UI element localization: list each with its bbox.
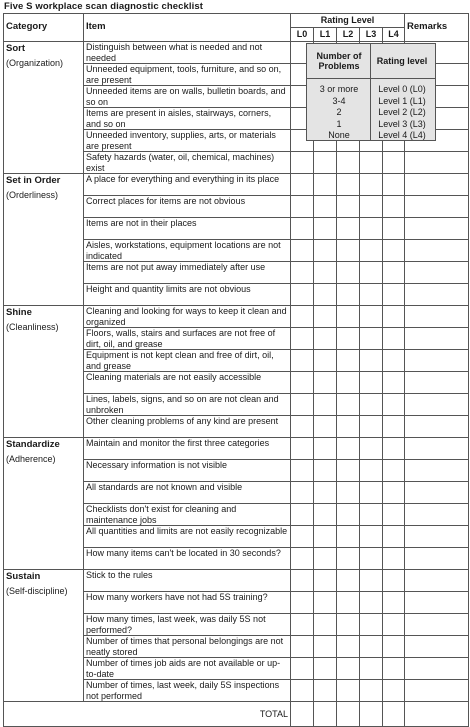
category-cell: [4, 42, 84, 174]
rating-level-header: Rating Level: [291, 14, 405, 28]
rating-cell-l3[interactable]: [360, 658, 383, 680]
rating-cell-l1[interactable]: [314, 658, 337, 680]
rating-cell-l4[interactable]: [383, 460, 405, 482]
rating-cell-l2[interactable]: [337, 350, 360, 372]
rating-cell-l2[interactable]: [337, 152, 360, 174]
rating-cell-l1[interactable]: [314, 614, 337, 636]
total-cell-l2[interactable]: [337, 702, 360, 727]
level-header-l0: L0: [291, 28, 314, 42]
rating-cell-l2[interactable]: [337, 614, 360, 636]
legend-problems-value: 2: [336, 107, 342, 117]
rating-cell-l4[interactable]: [383, 372, 405, 394]
rating-cell-l4[interactable]: [383, 284, 405, 306]
rating-cell-l0[interactable]: [291, 438, 314, 460]
rating-cell-l3[interactable]: [360, 636, 383, 658]
rating-cell-l2[interactable]: [337, 306, 360, 328]
rating-cell-l1[interactable]: [314, 482, 337, 504]
category-cell: [4, 438, 84, 570]
rating-cell-l0[interactable]: [291, 526, 314, 548]
legend-problems-value: 1: [336, 118, 342, 129]
rating-cell-l0[interactable]: [291, 416, 314, 438]
rating-cell-l1[interactable]: [314, 240, 337, 262]
remarks-cell[interactable]: [405, 526, 469, 548]
item-text: Number of times, last week, daily 5S inspections not performed: [84, 680, 291, 702]
rating-cell-l1[interactable]: [314, 306, 337, 328]
legend-problems-column: [309, 84, 369, 142]
remarks-cell[interactable]: [405, 394, 469, 416]
item-text: All quantities and limits are not easily recognizable: [84, 526, 291, 548]
rating-cell-l3[interactable]: [360, 614, 383, 636]
item-header: Item: [84, 14, 291, 42]
rating-cell-l4[interactable]: [383, 394, 405, 416]
rating-cell-l3[interactable]: [360, 592, 383, 614]
item-text: Equipment is not kept clean and free of dirt, oil, and grease: [84, 350, 291, 372]
item-text: Correct places for items are not obvious: [84, 196, 291, 218]
rating-cell-l1[interactable]: [314, 196, 337, 218]
total-cell-l3[interactable]: [360, 702, 383, 727]
rating-cell-l0[interactable]: [291, 460, 314, 482]
rating-cell-l3[interactable]: [360, 284, 383, 306]
remarks-cell[interactable]: [405, 328, 469, 350]
rating-cell-l1[interactable]: [314, 328, 337, 350]
rating-cell-l3[interactable]: [360, 570, 383, 592]
remarks-header: Remarks: [405, 14, 469, 42]
rating-cell-l4[interactable]: [383, 526, 405, 548]
rating-cell-l2[interactable]: [337, 196, 360, 218]
rating-cell-l2[interactable]: [337, 526, 360, 548]
rating-cell-l3[interactable]: [360, 438, 383, 460]
item-text: Safety hazards (water, oil, chemical, machines) exist: [84, 152, 291, 174]
rating-cell-l0[interactable]: [291, 482, 314, 504]
legend-level-value: Level 0 (L0): [378, 84, 426, 94]
rating-cell-l2[interactable]: [337, 240, 360, 262]
rating-cell-l3[interactable]: [360, 416, 383, 438]
remarks-cell[interactable]: [405, 482, 469, 504]
rating-cell-l1[interactable]: [314, 372, 337, 394]
rating-cell-l0[interactable]: [291, 196, 314, 218]
table-row: [4, 438, 469, 460]
level-header-l2: L2: [337, 28, 360, 42]
total-cell-l4[interactable]: [383, 702, 405, 727]
rating-cell-l4[interactable]: [383, 174, 405, 196]
total-cell-l1[interactable]: [314, 702, 337, 727]
table-row: [4, 174, 469, 196]
item-text: All standards are not known and visible: [84, 482, 291, 504]
remarks-cell[interactable]: [405, 350, 469, 372]
item-text: Stick to the rules: [84, 570, 291, 592]
rating-cell-l2[interactable]: [337, 416, 360, 438]
rating-cell-l0[interactable]: [291, 372, 314, 394]
rating-cell-l3[interactable]: [360, 262, 383, 284]
rating-cell-l2[interactable]: [337, 218, 360, 240]
item-text: Unneeded inventory, supplies, arts, or materials are present: [84, 130, 291, 152]
rating-cell-l4[interactable]: [383, 592, 405, 614]
rating-cell-l1[interactable]: [314, 570, 337, 592]
rating-cell-l0[interactable]: [291, 218, 314, 240]
legend-problems-value: None: [328, 130, 350, 140]
total-remarks-cell[interactable]: [405, 702, 469, 727]
item-text: Items are not put away immediately after use: [84, 262, 291, 284]
rating-cell-l1[interactable]: [314, 636, 337, 658]
remarks-cell[interactable]: [405, 372, 469, 394]
rating-cell-l2[interactable]: [337, 504, 360, 526]
rating-cell-l1[interactable]: [314, 350, 337, 372]
rating-cell-l3[interactable]: [360, 196, 383, 218]
rating-cell-l2[interactable]: [337, 438, 360, 460]
rating-cell-l1[interactable]: [314, 416, 337, 438]
legend-level-value: Level 2 (L2): [378, 107, 426, 117]
item-text: Other cleaning problems of any kind are present: [84, 416, 291, 438]
rating-cell-l4[interactable]: [383, 548, 405, 570]
rating-cell-l4[interactable]: [383, 262, 405, 284]
rating-cell-l4[interactable]: [383, 504, 405, 526]
item-text: Floors, walls, stairs and surfaces are not free of dirt, oil, and grease: [84, 328, 291, 350]
item-text: Lines, labels, signs, and so on are not clean and unbroken: [84, 394, 291, 416]
rating-cell-l0[interactable]: [291, 152, 314, 174]
legend-level-value: Level 4 (L4): [378, 130, 426, 140]
rating-cell-l1[interactable]: [314, 438, 337, 460]
rating-cell-l4[interactable]: [383, 570, 405, 592]
remarks-cell[interactable]: [405, 306, 469, 328]
rating-cell-l4[interactable]: [383, 240, 405, 262]
rating-cell-l1[interactable]: [314, 504, 337, 526]
rating-cell-l3[interactable]: [360, 350, 383, 372]
legend-problems-value: 3-4: [332, 95, 346, 106]
rating-cell-l0[interactable]: [291, 262, 314, 284]
rating-cell-l1[interactable]: [314, 526, 337, 548]
item-text: Cleaning materials are not easily accessible: [84, 372, 291, 394]
rating-cell-l2[interactable]: [337, 636, 360, 658]
rating-cell-l0[interactable]: [291, 394, 314, 416]
item-text: How many items can't be located in 30 seconds?: [84, 548, 291, 570]
rating-cell-l0[interactable]: [291, 614, 314, 636]
rating-cell-l1[interactable]: [314, 394, 337, 416]
item-text: Necessary information is not visible: [84, 460, 291, 482]
item-text: How many workers have not had 5S training?: [84, 592, 291, 614]
rating-cell-l2[interactable]: [337, 372, 360, 394]
rating-cell-l0[interactable]: [291, 636, 314, 658]
remarks-cell[interactable]: [405, 636, 469, 658]
remarks-cell[interactable]: [405, 438, 469, 460]
category-cell: [4, 174, 84, 306]
level-header-l3: L3: [360, 28, 383, 42]
level-header-l4: L4: [383, 28, 405, 42]
page-title: Five S workplace scan diagnostic checklist: [4, 1, 204, 12]
rating-cell-l2[interactable]: [337, 394, 360, 416]
rating-cell-l1[interactable]: [314, 592, 337, 614]
rating-cell-l4[interactable]: [383, 328, 405, 350]
category-header: Category: [4, 14, 84, 42]
rating-cell-l4[interactable]: [383, 636, 405, 658]
remarks-cell[interactable]: [405, 174, 469, 196]
rating-cell-l2[interactable]: [337, 482, 360, 504]
category-name: Sustain: [6, 571, 41, 582]
item-text: Number of times job aids are not available or up-to-date: [84, 658, 291, 680]
rating-cell-l4[interactable]: [383, 306, 405, 328]
item-text: Unneeded equipment, tools, furniture, and so on, are present: [84, 64, 291, 86]
rating-cell-l3[interactable]: [360, 504, 383, 526]
remarks-cell[interactable]: [405, 152, 469, 174]
rating-cell-l4[interactable]: [383, 152, 405, 174]
rating-cell-l1[interactable]: [314, 284, 337, 306]
rating-cell-l1[interactable]: [314, 174, 337, 196]
item-text: Distinguish between what is needed and not needed: [84, 42, 291, 64]
item-text: Aisles, workstations, equipment locations are not indicated: [84, 240, 291, 262]
rating-cell-l3[interactable]: [360, 372, 383, 394]
remarks-cell[interactable]: [405, 614, 469, 636]
category-subtitle: (Organization): [6, 57, 64, 68]
remarks-cell[interactable]: [405, 460, 469, 482]
rating-cell-l1[interactable]: [314, 218, 337, 240]
rating-cell-l3[interactable]: [360, 152, 383, 174]
category-subtitle: (Cleanliness): [6, 321, 59, 332]
category-subtitle: (Self-discipline): [6, 585, 68, 596]
rating-cell-l0[interactable]: [291, 570, 314, 592]
rating-cell-l0[interactable]: [291, 306, 314, 328]
remarks-cell[interactable]: [405, 416, 469, 438]
rating-cell-l0[interactable]: [291, 174, 314, 196]
rating-cell-l2[interactable]: [337, 592, 360, 614]
item-text: Unneeded items are on walls, bulletin boards, and so on: [84, 86, 291, 108]
rating-cell-l1[interactable]: [314, 548, 337, 570]
item-text: How many times, last week, was daily 5S not performed?: [84, 614, 291, 636]
remarks-cell[interactable]: [405, 592, 469, 614]
category-cell: [4, 306, 84, 438]
item-text: Height and quantity limits are not obvious: [84, 284, 291, 306]
category-name: Set in Order: [6, 175, 61, 186]
total-label: TOTAL: [4, 702, 291, 727]
legend-level-value: Level 1 (L1): [378, 95, 426, 106]
rating-cell-l3[interactable]: [360, 394, 383, 416]
category-cell: [4, 570, 84, 702]
rating-cell-l0[interactable]: [291, 548, 314, 570]
item-text: Number of times that personal belongings are not neatly stored: [84, 636, 291, 658]
item-text: Items are not in their places: [84, 218, 291, 240]
legend-level-value: Level 3 (L3): [378, 118, 426, 129]
rating-cell-l4[interactable]: [383, 350, 405, 372]
rating-cell-l3[interactable]: [360, 548, 383, 570]
rating-cell-l3[interactable]: [360, 174, 383, 196]
remarks-cell[interactable]: [405, 548, 469, 570]
table-row: [4, 570, 469, 592]
item-text: Checklists don't exist for cleaning and maintenance jobs: [84, 504, 291, 526]
remarks-cell[interactable]: [405, 218, 469, 240]
rating-cell-l0[interactable]: [291, 240, 314, 262]
total-cell-l0[interactable]: [291, 702, 314, 727]
rating-cell-l2[interactable]: [337, 328, 360, 350]
rating-cell-l3[interactable]: [360, 240, 383, 262]
rating-cell-l0[interactable]: [291, 284, 314, 306]
item-text: Items are present in aisles, stairways, corners, and so on: [84, 108, 291, 130]
rating-cell-l4[interactable]: [383, 416, 405, 438]
category-name: Standardize: [6, 439, 60, 450]
category-subtitle: (Orderliness): [6, 189, 59, 200]
rating-cell-l2[interactable]: [337, 570, 360, 592]
rating-cell-l3[interactable]: [360, 482, 383, 504]
remarks-cell[interactable]: [405, 504, 469, 526]
legend-problems-value: 3 or more: [319, 84, 359, 94]
remarks-cell[interactable]: [405, 658, 469, 680]
rating-cell-l0[interactable]: [291, 658, 314, 680]
rating-cell-l0[interactable]: [291, 350, 314, 372]
rating-cell-l0[interactable]: [291, 504, 314, 526]
rating-cell-l2[interactable]: [337, 262, 360, 284]
remarks-cell[interactable]: [405, 570, 469, 592]
category-name: Shine: [6, 307, 32, 318]
level-header-l1: L1: [314, 28, 337, 42]
item-text: A place for everything and everything in its place: [84, 174, 291, 196]
rating-cell-l0[interactable]: [291, 592, 314, 614]
rating-cell-l4[interactable]: [383, 438, 405, 460]
remarks-cell[interactable]: [405, 284, 469, 306]
rating-cell-l1[interactable]: [314, 262, 337, 284]
rating-cell-l4[interactable]: [383, 218, 405, 240]
remarks-cell[interactable]: [405, 262, 469, 284]
rating-cell-l3[interactable]: [360, 526, 383, 548]
category-name: Sort: [6, 43, 25, 54]
rating-cell-l3[interactable]: [360, 218, 383, 240]
rating-legend: [306, 43, 436, 141]
legend-level-column: [371, 84, 433, 142]
category-subtitle: (Adherence): [6, 453, 56, 464]
legend-problems-header: Number of Problems: [316, 51, 362, 71]
rating-cell-l4[interactable]: [383, 658, 405, 680]
item-text: Maintain and monitor the first three categories: [84, 438, 291, 460]
total-row: [4, 702, 469, 727]
table-row: [4, 306, 469, 328]
rating-cell-l2[interactable]: [337, 548, 360, 570]
remarks-cell[interactable]: [405, 196, 469, 218]
remarks-cell[interactable]: [405, 240, 469, 262]
rating-cell-l4[interactable]: [383, 614, 405, 636]
rating-cell-l2[interactable]: [337, 658, 360, 680]
rating-cell-l1[interactable]: [314, 460, 337, 482]
legend-level-header: Rating level: [376, 56, 428, 66]
rating-cell-l2[interactable]: [337, 174, 360, 196]
item-text: Cleaning and looking for ways to keep it clean and organized: [84, 306, 291, 328]
rating-cell-l3[interactable]: [360, 306, 383, 328]
rating-cell-l2[interactable]: [337, 284, 360, 306]
rating-cell-l3[interactable]: [360, 328, 383, 350]
rating-cell-l3[interactable]: [360, 460, 383, 482]
rating-cell-l4[interactable]: [383, 482, 405, 504]
rating-cell-l4[interactable]: [383, 196, 405, 218]
rating-cell-l0[interactable]: [291, 328, 314, 350]
rating-cell-l2[interactable]: [337, 460, 360, 482]
rating-cell-l1[interactable]: [314, 152, 337, 174]
